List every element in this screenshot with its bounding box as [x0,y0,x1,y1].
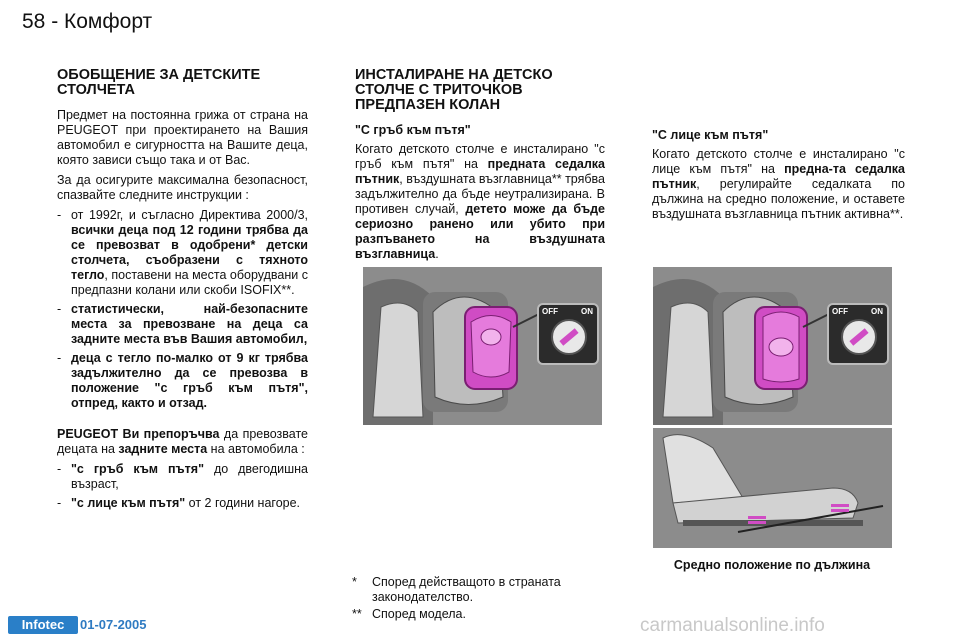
watermark: carmanualsonline.info [640,615,825,636]
list-dash: - [57,302,62,316]
list-dash: - [57,496,62,510]
footer-date: 01-07-2005 [80,617,147,632]
text: , въздушната възглавница** трябва задължително да бъде неутрализирана. В противен случай, [355,172,605,216]
item-text: , поставени на места оборудвани с предпазни колани или скоби ISOFIX**. [71,268,308,297]
footnote-marker: ** [352,607,362,621]
paragraph-intro: Предмет на постоянна грижа от страна на PEUGEOT при проектирането на Вашия автомобил е сигурността на Вашите деца, която зависи също така и от Вас. [57,108,308,167]
airbag-key-icon [841,319,877,355]
text: . [435,247,439,261]
paragraph-instructions: За да осигурите максимална безопасност, спазвайте следните инструкции : [57,173,308,202]
footnote-item [352,607,607,622]
recommend-text: да превозвате децата на [57,427,309,456]
text-bold: детето може да бъде сериозно ранено или убито при разпъването на въздушната възглавница [355,202,605,261]
figure-seat-position [653,428,892,548]
item-text: от 2 години нагоре. [185,496,301,510]
list-item [57,462,308,492]
list-item [57,208,308,298]
item-text-bold: "с лице към пътя" [71,496,186,510]
footnote-item [352,575,607,605]
text: Когато детското столче е инсталирано "с лице към пътя" на [652,147,905,176]
airbag-on-label: ON [581,307,593,316]
footnotes [352,575,607,624]
airbag-switch [537,303,599,365]
item-text-bold: всички деца под 12 години трябва да се превозват в одобрени* детски столчета, съобразени с тяхното тегло [71,223,308,282]
item-text: до двегодишна възраст, [71,462,308,491]
paragraph-forward-facing [652,147,905,222]
list-item [57,496,308,511]
text-bold: предната седалка пътник [355,157,605,186]
airbag-off-label: OFF [542,307,558,316]
text: , регулирайте седалката по дължина на средно положение, и оставете въздушната възглавница пътник активна**. [652,177,905,221]
right-column [652,128,905,227]
airbag-key-icon [551,319,587,355]
subtitle-rear-facing: "С гръб към пътя" [355,123,471,137]
section-title-install: ИНСТАЛИРАНЕ НА ДЕТСКО СТОЛЧЕ С ТРИТОЧКОВ ПРЕДПАЗЕН КОЛАН [355,67,553,113]
page-title: 58 - Комфорт [22,10,153,33]
paragraph-recommend [57,427,308,457]
airbag-on-label: ON [871,307,883,316]
item-text: от 1992г, и съгласно Директива 2000/3, [71,208,308,222]
list-item [57,302,308,347]
footnote-marker: * [352,575,357,589]
seat-rail-illustration [653,428,892,548]
recommend-text: на автомобила : [207,442,305,456]
list-dash: - [57,462,62,476]
text-bold: предна-та седалка пътник [652,162,905,191]
text: Когато детското столче е инсталирано "с гръб към пътя" на [355,142,605,171]
section-title-general: ОБОБЩЕНИЕ ЗА ДЕТСКИТЕ СТОЛЧЕТА [57,67,261,98]
figure-rear-facing-seat [363,267,602,425]
recommend-bold: PEUGEOT Ви препоръчва [57,427,220,441]
footnote-text: Според модела. [372,607,466,621]
list-dash: - [57,351,62,365]
item-text-bold: "с гръб към пътя" [71,462,204,476]
list-item [57,351,308,411]
figure-forward-facing-seat [653,267,892,425]
middle-column [355,68,605,267]
figure-caption: Средно положение по дължина [673,558,871,572]
footnote-text: Според действащото в страната законодателство. [372,575,561,604]
item-text-bold: деца с тегло по-малко от 9 кг трябва задължително да се превозва в положение "с гръб към пътя", отпред, както и отзад. [71,351,308,410]
infotec-logo: Infotec [8,616,78,634]
airbag-switch [827,303,889,365]
paragraph-rear-facing [355,142,605,262]
left-column [57,68,308,515]
airbag-off-label: OFF [832,307,848,316]
item-text-bold: статистически, най-безопасните места за превозване на деца са задните места във Вашия автомобил, [71,302,308,346]
recommend-bold: задните места [118,442,208,456]
list-dash: - [57,208,62,222]
subtitle-forward-facing: "С лице към пътя" [652,128,769,142]
